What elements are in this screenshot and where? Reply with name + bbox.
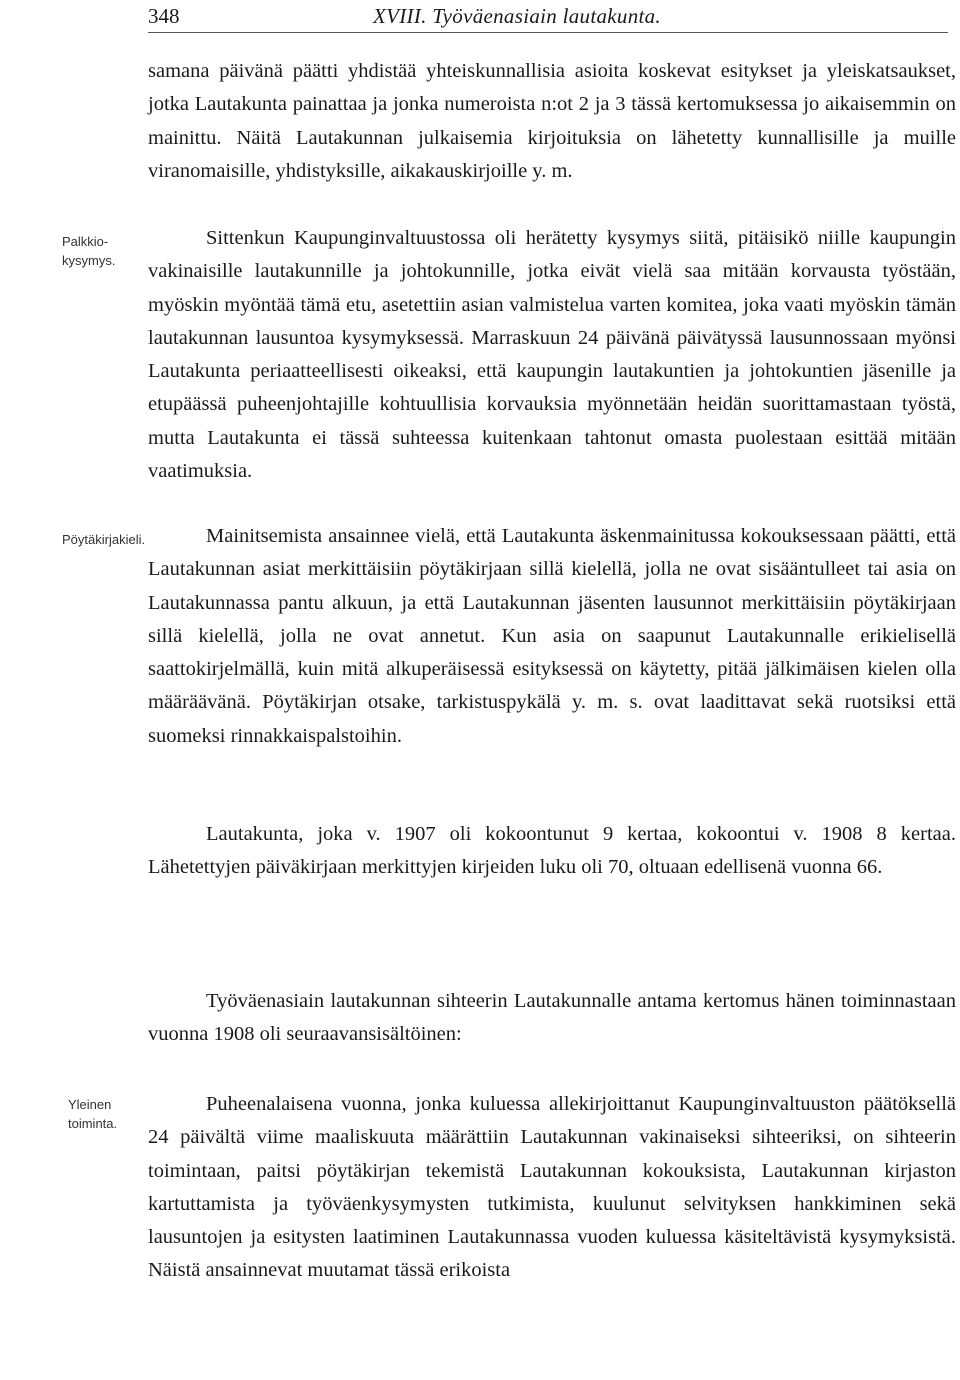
paragraph-palkkio: Sittenkun Kaupunginvaltuustossa oli herätetty kysymys siitä, pitäisikö niille kaupungin vakinaisille lautakunnille ja johtokunnille, jotka eivät vielä saa mitään korvausta työstään, myöskin myöntää tämä etu, asetettiin asian valmistelua varten komitea, joka vaati myöskin tämän lautakunnan lausuntoa kysymyksessä. Marraskuun 24 päivänä päivätyssä lausunnossaan myönsi Lautakunta periaatteellisesti oikeaksi, että kaupungin lautakuntien ja johtokuntien jäsenille ja etupäässä puheenjohtajille kohtuullisia korvauksia myönnetään heidän suorittamastaan työstä, mutta Lautakunta ei tässä suhteessa kuitenkaan tahtonut omasta puolestaan esittää mitään vaatimuksia. <box>148 227 956 483</box>
paragraph-poytakirjakieli: Mainitsemista ansainnee vielä, että Lautakunta äskenmainitussa kokouksessaan päätti, että Lautakunnan asiat merkittäisiin pöytäkirjaan sillä kielellä, jolla ne ovat sisääntulleet tai asia on Lautakunnassa pantu alkuun, ja että Lautakunnan jäsenten lausunnot merkittäisiin pöytäkirjaan sillä kielellä, jolla ne ovat annetut. Kun asia on saapunut Lautakunnalle erikielisellä saattokirjelmällä, kuin mitä alkuperäisessä esityksessä on käytetty, pitää jälkimäisen kielen olla määräävänä. Pöytäkirjan otsake, tarkistuspykälä y. m. s. ovat laadittavat sekä ruotsiksi että suomeksi rinnakkaispalstoihin. <box>148 525 956 747</box>
paragraph-kokoukset: Lautakunta, joka v. 1907 oli kokoontunut 9 kertaa, kokoontui v. 1908 8 kertaa. Lähetettyjen päiväkirjaan merkittyjen kirjeiden luku oli 70, oltuaan edellisenä vuonna 66. <box>148 823 956 879</box>
margin-note-palkkio: Palkkio- kysymys. <box>62 234 116 268</box>
page-number: 348 <box>148 4 180 28</box>
page-header <box>148 4 948 34</box>
margin-note-yleinen-toiminta: Yleinen toiminta. <box>68 1097 118 1131</box>
paragraph-yleinen-toiminta: Puheenalaisena vuonna, jonka kuluessa allekirjoittanut Kaupunginvaltuuston päätöksellä 24 päivältä viime maaliskuuta määrättiin Lautakunnan vakinaiseksi sihteeriksi, on sihteerin toimintaan, paitsi pöytäkirjan tekemistä Lautakunnan kokouksista, Lautakunnan kirjaston kartuttamista ja työväenkysymysten tutkimista, kuulunut selvityksen hankkiminen sekä lausuntojen ja esitysten laatiminen Lautakunnassa vuoden kuluessa käsiteltävistä kysymyksistä. Näistä ansainnevat muutamat tässä erikoista <box>148 1093 956 1282</box>
margin-note-poytakirjakieli: Pöytäkirjakieli. <box>62 532 146 547</box>
running-title: XVIII. Työväenasiain lautakunta. <box>373 4 661 28</box>
paragraph-sihteerin-kertomus: Työväenasiain lautakunnan sihteerin Lautakunnalle antama kertomus hänen toiminnastaan vuonna 1908 oli seuraavansisältöinen: <box>148 990 956 1046</box>
header-rule <box>148 32 948 33</box>
paragraph-yhdistykset: samana päivänä päätti yhdistää yhteiskunnallisia asioita koskevat esitykset ja yleiskatsaukset, jotka Lautakunta painattaa ja jonka numeroista n:ot 2 ja 3 tässä kertomuksessa jo aikaisemmin on mainittu. Näitä Lautakunnan julkaisemia kirjoituksia on lähetetty kunnallisille ja muille viranomaisille, yhdistyksille, aikakauskirjoille y. m. <box>148 60 956 182</box>
